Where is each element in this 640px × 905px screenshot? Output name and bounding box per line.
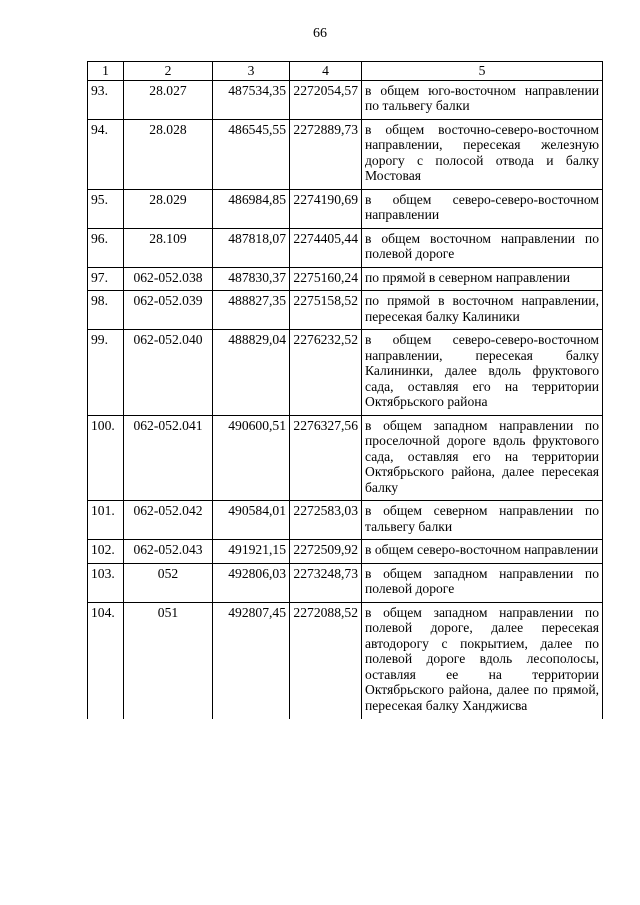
coordinate-y: 2272054,57 xyxy=(290,80,362,119)
table-row xyxy=(88,415,603,501)
boundary-description: в общем западном направлении по полевой дороге, далее пересекая автодорогу с покрытием, далее по полевой дороге вдоль лесополосы, оставляя ее на территории Октябрьского района, далее по прямой, пересекая балку Ханджисва xyxy=(362,602,603,719)
point-code: 062-052.042 xyxy=(124,501,213,540)
boundary-points-table xyxy=(87,61,603,719)
boundary-description: в общем западном направлении по проселочной дороге вдоль фруктового сада, оставляя его на территории Октябрьского района, далее пересекая балку xyxy=(362,415,603,501)
page-number: 66 xyxy=(313,26,327,41)
boundary-description: в общем восточно-северо-восточном направлении, пересекая железную дорогу с полосой отвода и балку Мостовая xyxy=(362,119,603,189)
point-code: 28.109 xyxy=(124,228,213,267)
coordinate-y: 2274190,69 xyxy=(290,189,362,228)
coordinate-x: 490600,51 xyxy=(213,415,290,501)
table-body xyxy=(88,80,603,719)
coordinate-x: 487830,37 xyxy=(213,267,290,291)
row-number: 93. xyxy=(88,80,124,119)
point-code: 062-052.039 xyxy=(124,291,213,330)
coordinate-y: 2276232,52 xyxy=(290,330,362,416)
table-row xyxy=(88,189,603,228)
boundary-description: по прямой в северном направлении xyxy=(362,267,603,291)
boundary-description: в общем восточном направлении по полевой дороге xyxy=(362,228,603,267)
header-col-2: 2 xyxy=(124,62,213,81)
boundary-description: в общем западном направлении по полевой дороге xyxy=(362,563,603,602)
coordinate-x: 492806,03 xyxy=(213,563,290,602)
boundary-description: в общем северо-восточном направлении xyxy=(362,540,603,564)
point-code: 28.028 xyxy=(124,119,213,189)
table-row xyxy=(88,540,603,564)
coordinate-y: 2272889,73 xyxy=(290,119,362,189)
coordinate-y: 2272509,92 xyxy=(290,540,362,564)
point-code: 062-052.038 xyxy=(124,267,213,291)
row-number: 97. xyxy=(88,267,124,291)
header-row xyxy=(88,62,603,81)
coordinate-y: 2276327,56 xyxy=(290,415,362,501)
boundary-description: в общем юго-восточном направлении по тальвегу балки xyxy=(362,80,603,119)
point-code: 062-052.041 xyxy=(124,415,213,501)
boundary-description: по прямой в восточном направлении, пересекая балку Калиники xyxy=(362,291,603,330)
boundary-description: в общем северо-северо-восточном направлении xyxy=(362,189,603,228)
header-col-1: 1 xyxy=(88,62,124,81)
point-code: 062-052.040 xyxy=(124,330,213,416)
point-code: 28.029 xyxy=(124,189,213,228)
table-row xyxy=(88,330,603,416)
table-header xyxy=(88,62,603,81)
row-number: 103. xyxy=(88,563,124,602)
coordinate-y: 2272088,52 xyxy=(290,602,362,719)
coordinate-x: 490584,01 xyxy=(213,501,290,540)
table-row xyxy=(88,267,603,291)
point-code: 062-052.043 xyxy=(124,540,213,564)
table-row xyxy=(88,563,603,602)
coordinate-x: 486984,85 xyxy=(213,189,290,228)
header-col-4: 4 xyxy=(290,62,362,81)
boundary-description: в общем северо-северо-восточном направлении, пересекая балку Калининки, далее вдоль фруктового сада, оставляя его на территории Октябрьского района xyxy=(362,330,603,416)
header-col-3: 3 xyxy=(213,62,290,81)
coordinate-y: 2274405,44 xyxy=(290,228,362,267)
coordinate-x: 491921,15 xyxy=(213,540,290,564)
table-row xyxy=(88,119,603,189)
row-number: 98. xyxy=(88,291,124,330)
table-row xyxy=(88,501,603,540)
coordinate-x: 486545,55 xyxy=(213,119,290,189)
table-row xyxy=(88,228,603,267)
boundary-description: в общем северном направлении по тальвегу балки xyxy=(362,501,603,540)
row-number: 96. xyxy=(88,228,124,267)
point-code: 051 xyxy=(124,602,213,719)
row-number: 100. xyxy=(88,415,124,501)
table-row xyxy=(88,291,603,330)
coordinate-x: 488829,04 xyxy=(213,330,290,416)
row-number: 99. xyxy=(88,330,124,416)
coordinate-x: 487534,35 xyxy=(213,80,290,119)
coordinate-y: 2272583,03 xyxy=(290,501,362,540)
row-number: 101. xyxy=(88,501,124,540)
point-code: 28.027 xyxy=(124,80,213,119)
header-col-5: 5 xyxy=(362,62,603,81)
coordinate-y: 2273248,73 xyxy=(290,563,362,602)
table-row xyxy=(88,602,603,719)
row-number: 104. xyxy=(88,602,124,719)
coordinate-x: 492807,45 xyxy=(213,602,290,719)
point-code: 052 xyxy=(124,563,213,602)
row-number: 95. xyxy=(88,189,124,228)
row-number: 102. xyxy=(88,540,124,564)
row-number: 94. xyxy=(88,119,124,189)
coordinate-y: 2275160,24 xyxy=(290,267,362,291)
table-row xyxy=(88,80,603,119)
coordinate-x: 487818,07 xyxy=(213,228,290,267)
coordinate-y: 2275158,52 xyxy=(290,291,362,330)
coordinate-x: 488827,35 xyxy=(213,291,290,330)
